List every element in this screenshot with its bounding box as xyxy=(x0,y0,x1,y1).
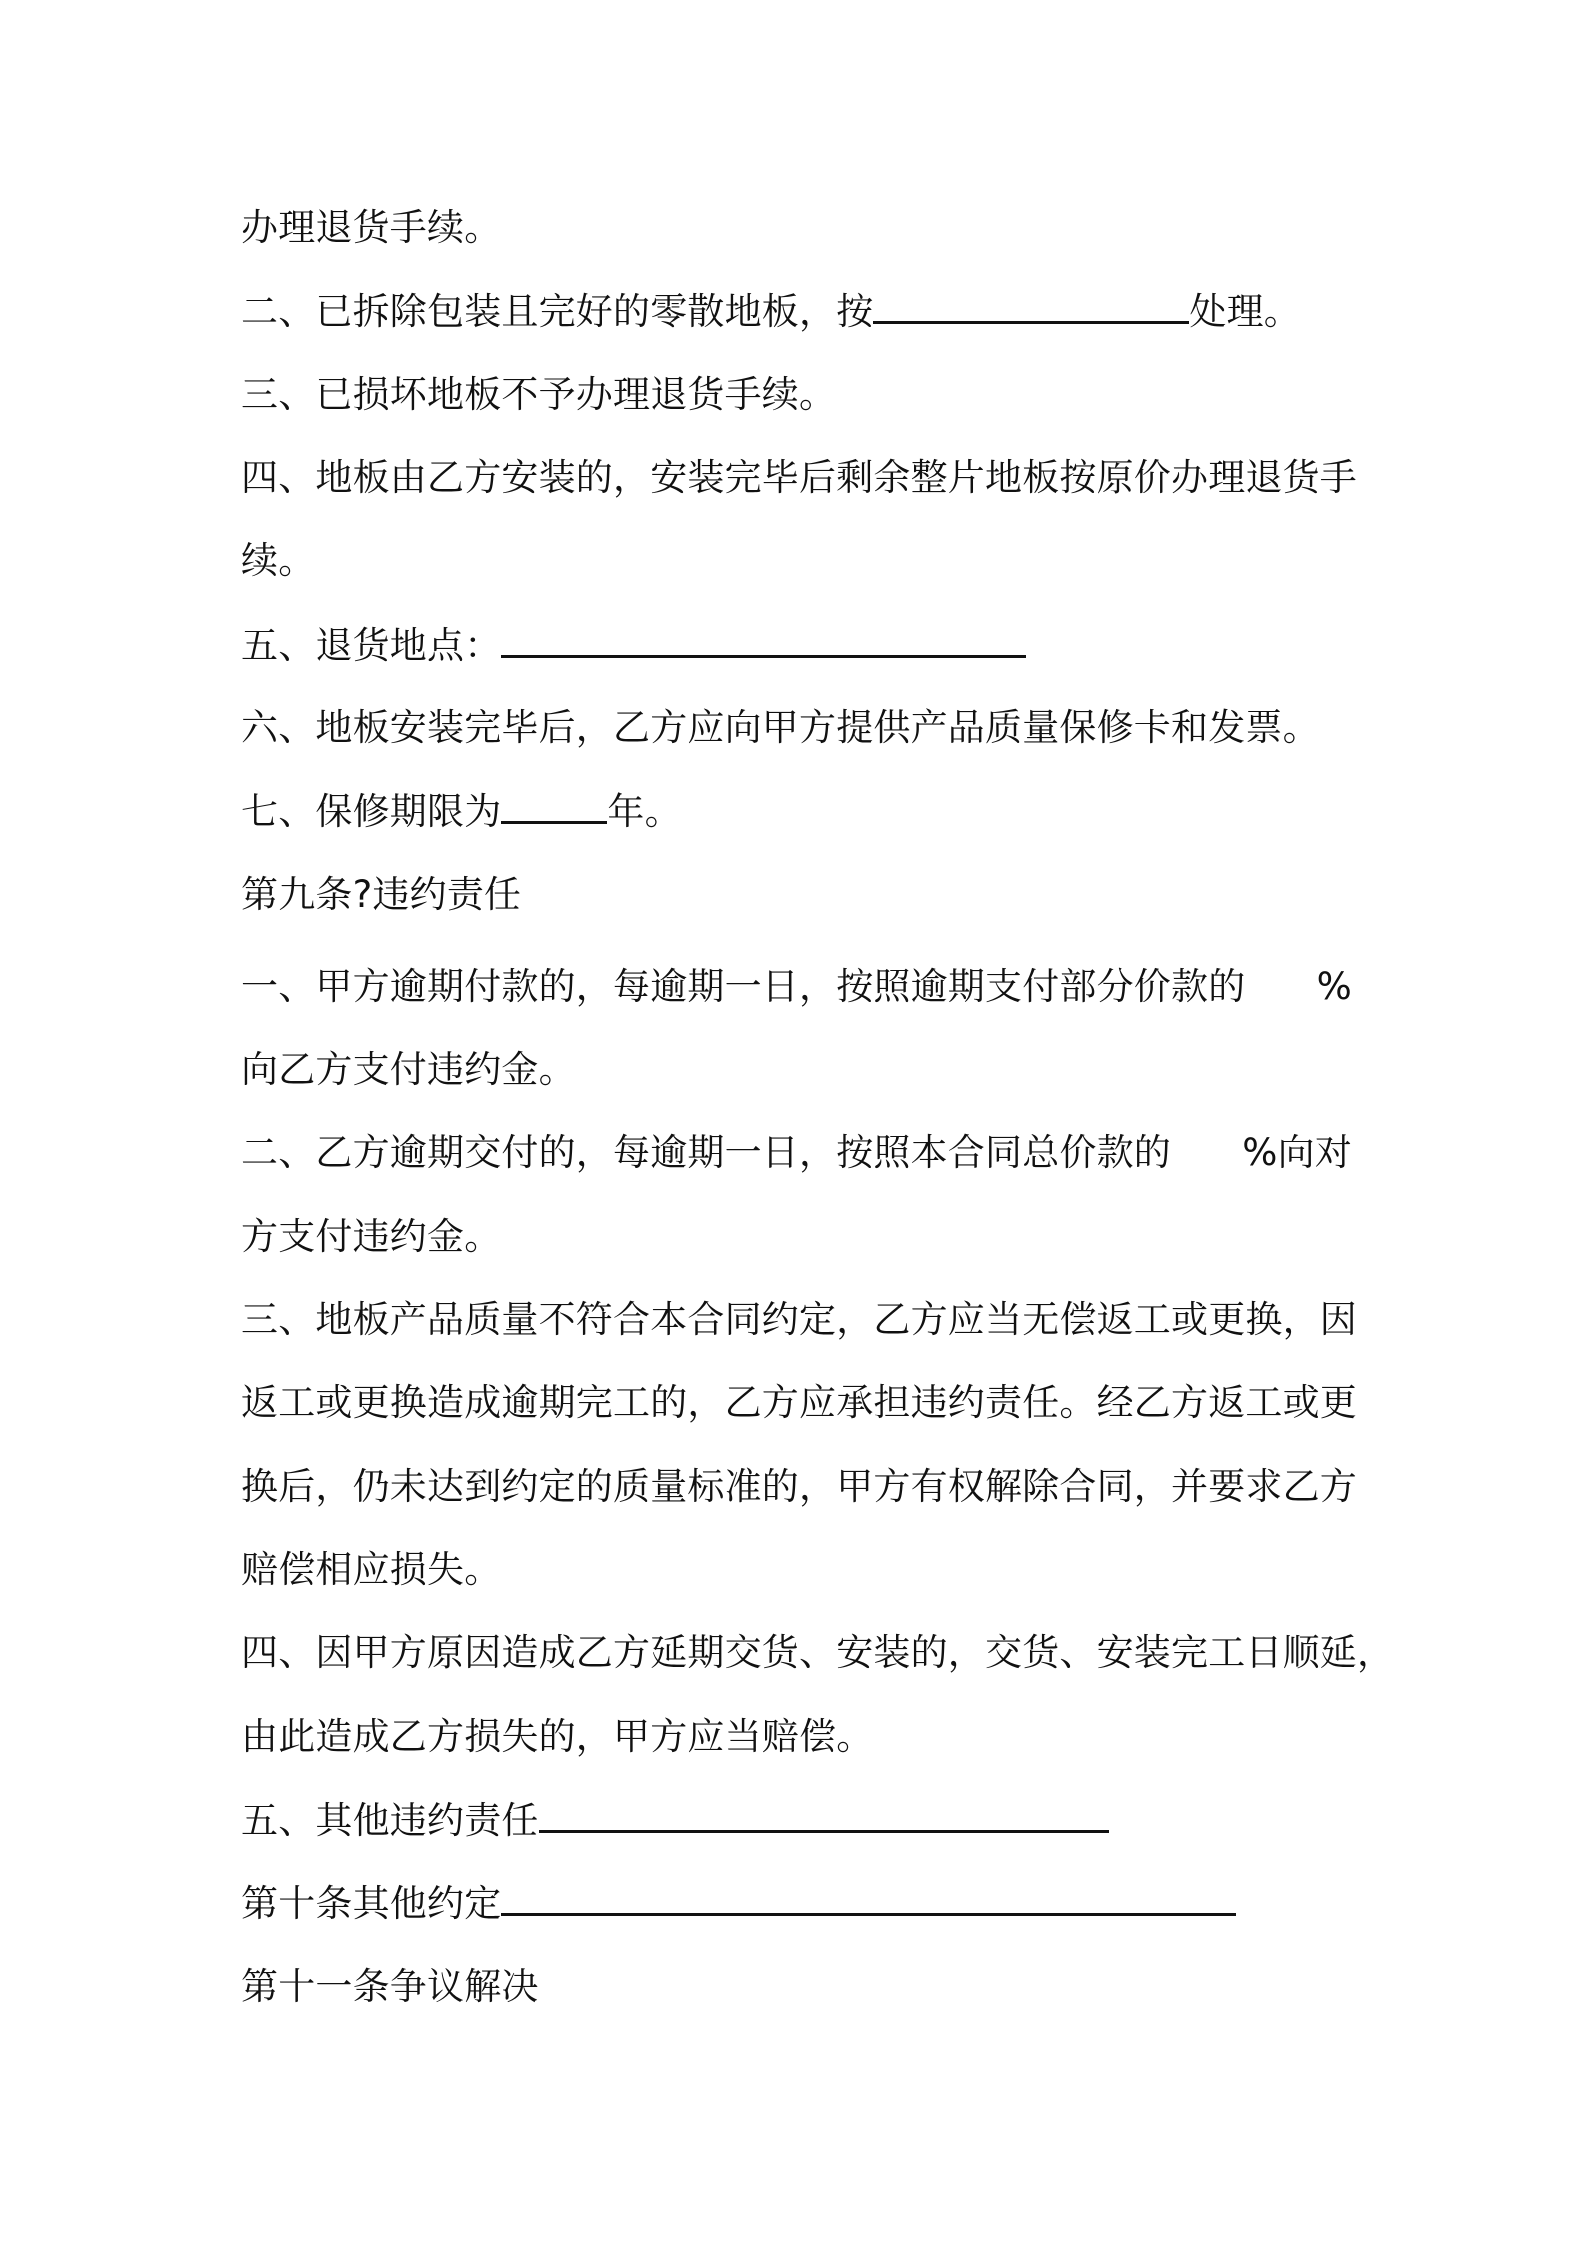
text-segment: 二、乙方逾期交付的，每逾期一日，按照本合同总价款的 xyxy=(241,1131,1171,1174)
text-line xyxy=(241,1129,1352,1177)
fill-in-blank[interactable] xyxy=(501,787,607,824)
text-segment: 第十条其他约定 xyxy=(241,1882,502,1925)
text-segment: 第九条?违约责任 xyxy=(241,873,522,916)
text-line xyxy=(241,1629,1394,1677)
text-line xyxy=(241,621,1026,670)
section-heading xyxy=(241,1879,1236,1928)
text-line xyxy=(241,1713,873,1761)
text-segment: 一、甲方逾期付款的，每逾期一日，按照逾期支付部分价款的 xyxy=(241,965,1246,1008)
text-segment: 七、保修期限为 xyxy=(241,790,502,833)
percent-sign: % xyxy=(1316,965,1352,1008)
text-line xyxy=(241,963,1352,1011)
text-line xyxy=(241,537,315,585)
text-segment: 二、已拆除包装且完好的零散地板，按 xyxy=(241,290,874,333)
text-segment: 由此造成乙方损失的，甲方应当赔偿。 xyxy=(241,1715,874,1758)
text-line xyxy=(241,371,836,419)
text-segment: 处理。 xyxy=(1189,290,1302,333)
text-line xyxy=(241,704,1320,752)
text-segment: 续。 xyxy=(241,539,316,582)
text-line xyxy=(241,1546,501,1594)
text-segment: 方支付违约金。 xyxy=(241,1215,502,1258)
text-segment: 年。 xyxy=(607,790,682,833)
text-segment: 返工或更换造成逾期完工的，乙方应承担违约责任。经乙方返工或更 xyxy=(241,1381,1357,1424)
text-segment: %向对 xyxy=(1242,1131,1352,1174)
text-segment: 五、退货地点： xyxy=(241,624,502,667)
text-segment: 四、地板由乙方安装的，安装完毕后剩余整片地板按原价办理退货手 xyxy=(241,456,1357,499)
text-line xyxy=(241,1296,1357,1344)
fill-in-blank[interactable] xyxy=(873,287,1189,324)
text-segment: 赔偿相应损失。 xyxy=(241,1548,502,1591)
text-segment: 向乙方支付违约金。 xyxy=(241,1048,576,1091)
fill-in-blank[interactable] xyxy=(539,1796,1109,1833)
text-line xyxy=(241,1213,501,1261)
text-segment: 第十一条争议解决 xyxy=(241,1965,539,2008)
text-line xyxy=(241,1379,1357,1427)
text-line xyxy=(241,204,501,252)
text-segment: 四、因甲方原因造成乙方延期交货、安装的，交货、安装完工日顺延， xyxy=(241,1631,1395,1674)
text-segment: 六、地板安装完毕后，乙方应向甲方提供产品质量保修卡和发票。 xyxy=(241,706,1320,749)
text-line xyxy=(241,454,1357,502)
text-line xyxy=(241,1796,1109,1845)
text-line xyxy=(241,1046,576,1094)
text-segment: 五、其他违约责任 xyxy=(241,1799,539,1842)
text-segment: 换后，仍未达到约定的质量标准的，甲方有权解除合同，并要求乙方 xyxy=(241,1465,1357,1508)
fill-in-blank[interactable] xyxy=(501,621,1026,658)
text-line xyxy=(241,287,1301,336)
text-segment: 三、已损坏地板不予办理退货手续。 xyxy=(241,373,837,416)
section-heading xyxy=(241,1963,539,2011)
text-line xyxy=(241,1463,1357,1511)
fill-in-blank[interactable] xyxy=(501,1879,1236,1916)
text-segment: 三、地板产品质量不符合本合同约定，乙方应当无偿返工或更换，因 xyxy=(241,1298,1357,1341)
text-segment: 办理退货手续。 xyxy=(241,206,502,249)
section-heading xyxy=(241,871,521,919)
text-line xyxy=(241,787,682,836)
